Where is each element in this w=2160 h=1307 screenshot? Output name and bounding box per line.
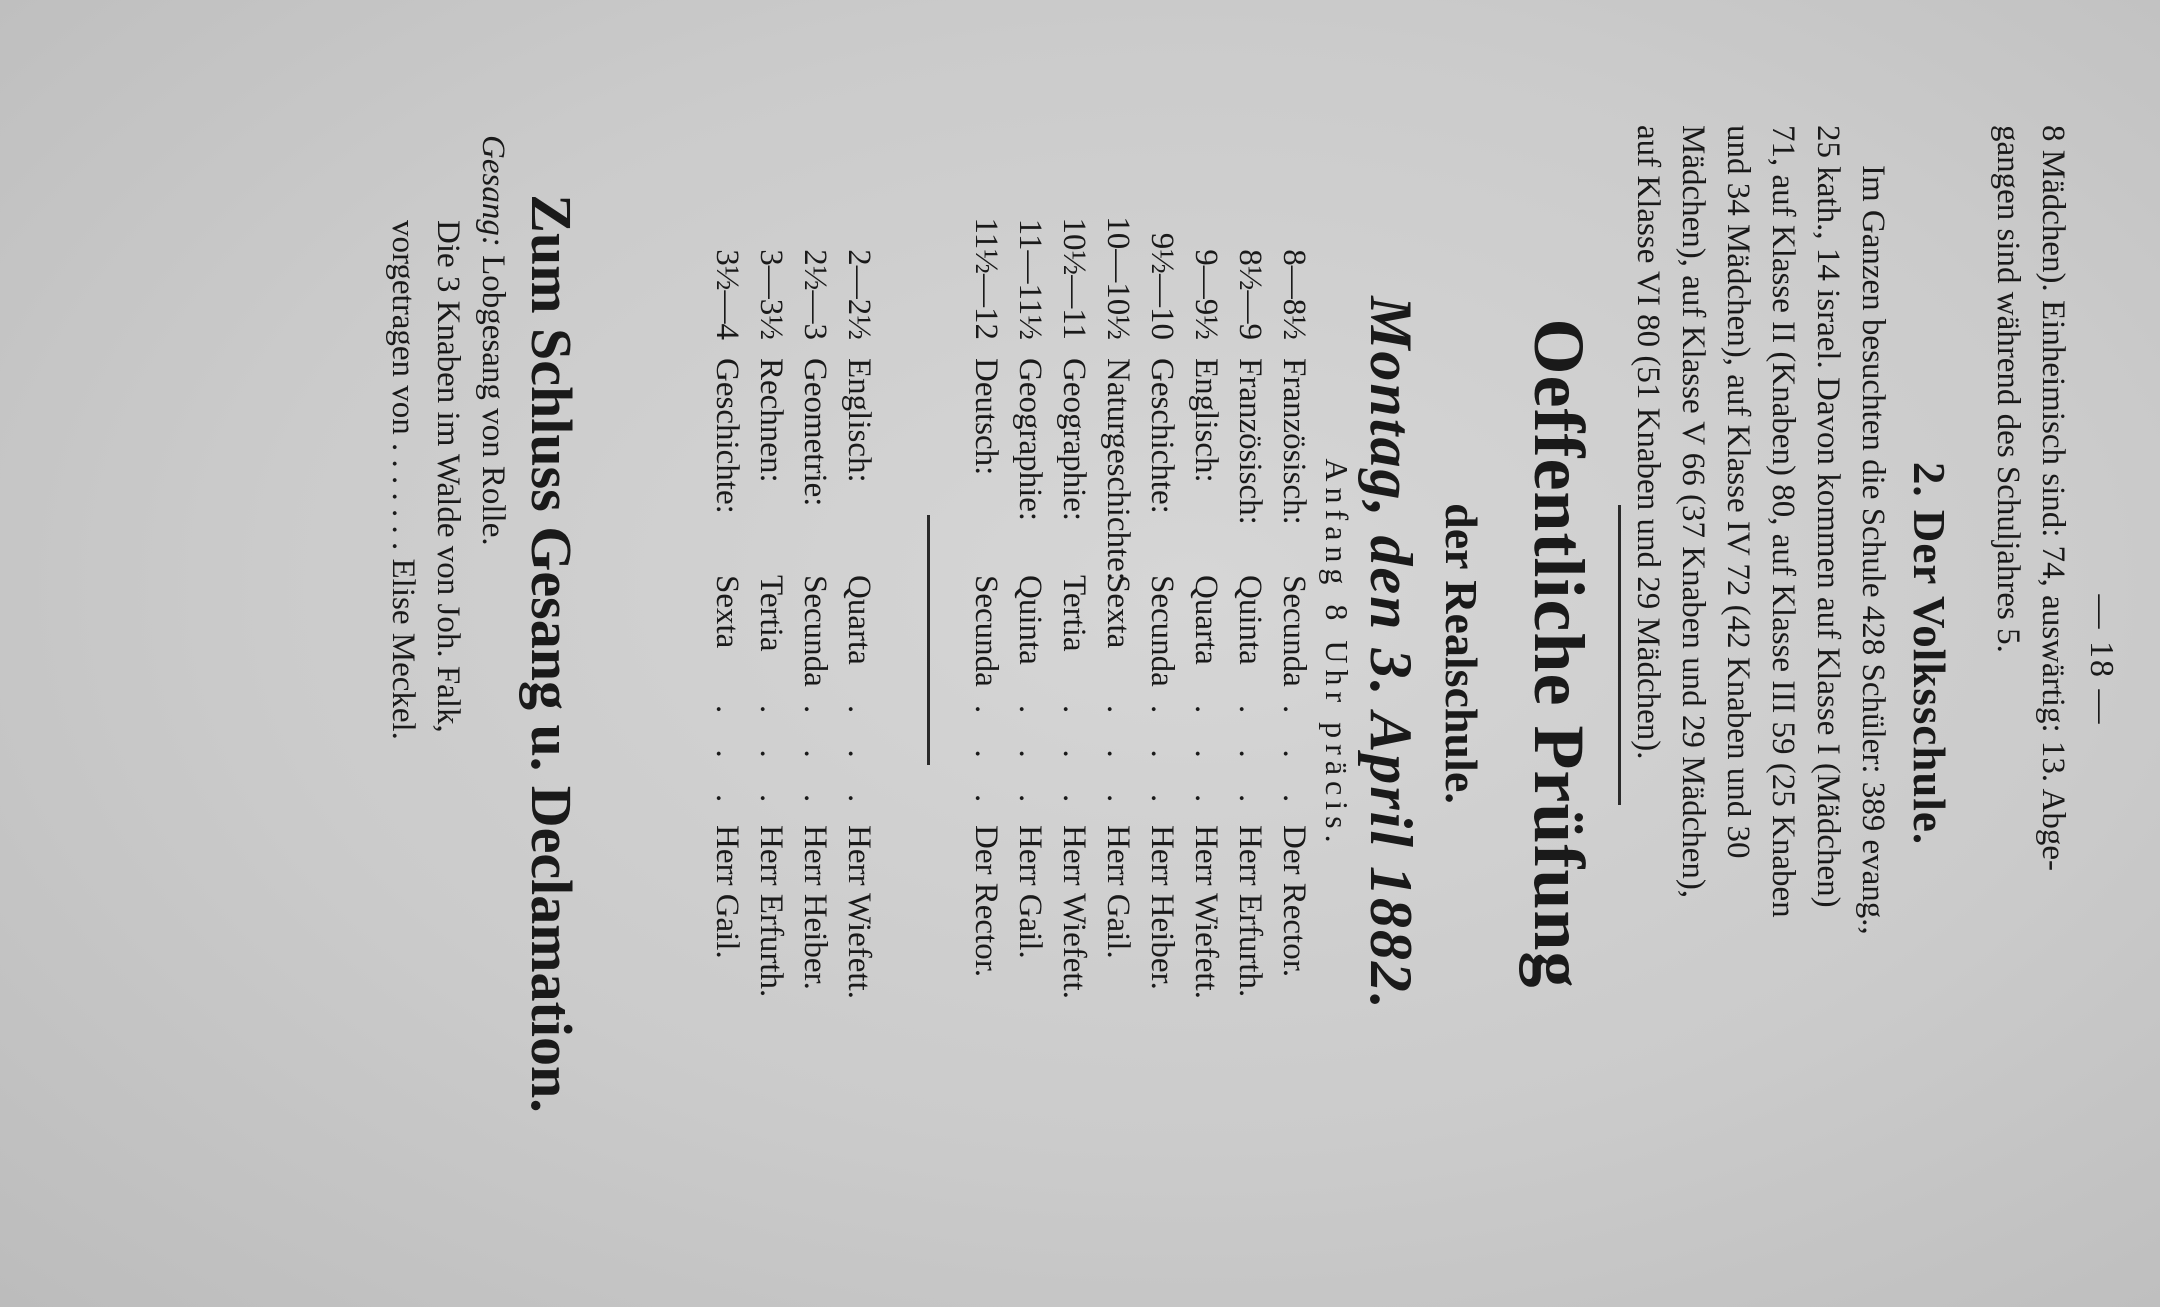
subject: Geographie:: [1012, 358, 1048, 522]
intro-paragraph: [1985, 125, 2075, 1205]
class-name: Quarta: [1188, 575, 1224, 665]
teacher: Herr Wiefett.: [1056, 825, 1092, 999]
teacher: Herr Erfurth.: [1232, 825, 1268, 998]
leader-dots: . . .: [1144, 705, 1180, 817]
volksschule-line: 25 kath., 14 israel. Davon kommen auf Klasse I (Mädchen): [1810, 125, 1846, 908]
time-slot: 8—8½: [1276, 249, 1312, 340]
subject: Geometrie:: [797, 358, 833, 507]
time-slot: 9—9½: [1188, 249, 1224, 340]
subject: Geographie:: [1056, 358, 1092, 522]
time-slot: 2½—3: [797, 249, 833, 340]
leader-dots: . . .: [1012, 705, 1048, 817]
volksschule-line: und 34 Mädchen), auf Klasse IV 72 (42 Knaben und 30: [1720, 125, 1756, 859]
teacher: Herr Wiefett.: [841, 825, 877, 999]
exam-title: Oeffentliche Prüfung: [1519, 318, 1599, 989]
class-name: Quinta: [1012, 575, 1048, 665]
leader-dots: . . .: [968, 705, 1004, 817]
gesang-line-1: [470, 135, 515, 1235]
volksschule-line: auf Klasse VI 80 (51 Knaben und 29 Mädchen).: [1630, 125, 1666, 760]
volksschule-paragraph: [1625, 125, 1895, 1205]
teacher: Der Rector.: [968, 825, 1004, 978]
leader-dots: . . .: [1188, 705, 1224, 817]
leader-dots: . . .: [753, 705, 789, 817]
teacher: Herr Heiber.: [797, 825, 833, 990]
exam-date: Montag, den 3. April 1882.: [1358, 296, 1424, 1011]
time-slot: 11—11½: [1012, 218, 1048, 340]
teacher: Herr Gail.: [1100, 825, 1136, 959]
gesang-label: Gesang:: [475, 135, 511, 247]
time-slot: 3½—4: [709, 249, 745, 340]
class-name: Tertia: [1056, 575, 1092, 652]
subject: Naturgeschichte:: [1100, 358, 1136, 581]
class-name: Secunda: [797, 575, 833, 687]
class-name: Secunda: [1276, 575, 1312, 687]
volksschule-line: Mädchen), auf Klasse V 66 (37 Knaben und 29 Mädchen),: [1675, 125, 1711, 899]
leader-dots: . . .: [1232, 705, 1268, 817]
volksschule-heading: 2. Der Volksschule.: [1904, 461, 1954, 846]
leader-dots: . . .: [841, 705, 877, 817]
exam-subtitle: der Realschule.: [1436, 503, 1487, 804]
subject: Französisch:: [1232, 358, 1268, 525]
subject: Französisch:: [1276, 358, 1312, 525]
class-name: Tertia: [753, 575, 789, 652]
leader-dots: . . .: [1100, 705, 1136, 817]
section-divider: [1618, 505, 1621, 805]
subject: Deutsch:: [968, 358, 1004, 476]
schedule-divider: [927, 515, 930, 765]
class-name: Secunda: [968, 575, 1004, 687]
time-slot: 11½—12: [968, 217, 1004, 340]
time-slot: 8½—9: [1232, 249, 1268, 340]
class-name: Sexta: [1100, 575, 1136, 649]
class-name: Secunda: [1144, 575, 1180, 687]
page-number: — 18 —: [2083, 594, 2120, 726]
teacher: Herr Erfurth.: [753, 825, 789, 998]
gesang-line-3: vorgetragen von . . . . . . . Elise Meckel.: [385, 220, 421, 740]
teacher: Herr Heiber.: [1144, 825, 1180, 990]
time-slot: 3—3½: [753, 249, 789, 340]
class-name: Quarta: [841, 575, 877, 665]
leader-dots: . . .: [797, 705, 833, 817]
volksschule-line: 71, auf Klasse II (Knaben) 80, auf Klasse III 59 (25 Knaben: [1765, 125, 1801, 918]
subject: Englisch:: [1188, 358, 1224, 483]
time-slot: 10½—11: [1056, 217, 1092, 340]
closing-heading: Zum Schluss Gesang u. Declamation.: [519, 194, 584, 1113]
class-name: Sexta: [709, 575, 745, 649]
intro-line: 8 Mädchen). Einheimisch sind: 74, auswärtig: 13. Abge-: [2035, 125, 2071, 872]
gesang-song-1: Lobgesang von Rolle.: [475, 255, 511, 546]
time-slot: 10—10½: [1100, 216, 1136, 340]
schedule-morning: [952, 145, 1312, 1195]
subject: Englisch:: [841, 358, 877, 483]
time-slot: 2—2½: [841, 249, 877, 340]
leader-dots: . . .: [1276, 705, 1312, 817]
time-slot: 9½—10: [1144, 232, 1180, 340]
gesang-line-2: Die 3 Knaben im Walde von Joh. Falk,: [430, 220, 466, 733]
closing-program: [380, 135, 515, 1235]
exam-start-time: Anfang 8 Uhr präcis.: [1319, 458, 1355, 849]
leader-dots: . . .: [1056, 705, 1092, 817]
intro-line: gangen sind während des Schuljahres 5.: [1990, 125, 2026, 653]
class-name: Quinta: [1232, 575, 1268, 665]
schedule-afternoon: [697, 145, 877, 1195]
volksschule-line: Im Ganzen besuchten die Schule 428 Schüler: 389 evang.,: [1855, 165, 1891, 935]
teacher: Herr Gail.: [709, 825, 745, 959]
teacher: Herr Wiefett.: [1188, 825, 1224, 999]
teacher: Der Rector.: [1276, 825, 1312, 978]
subject: Geschichte:: [1144, 358, 1180, 514]
subject: Rechnen:: [753, 358, 789, 483]
subject: Geschichte:: [709, 358, 745, 514]
teacher: Herr Gail.: [1012, 825, 1048, 959]
leader-dots: . . .: [709, 705, 745, 817]
